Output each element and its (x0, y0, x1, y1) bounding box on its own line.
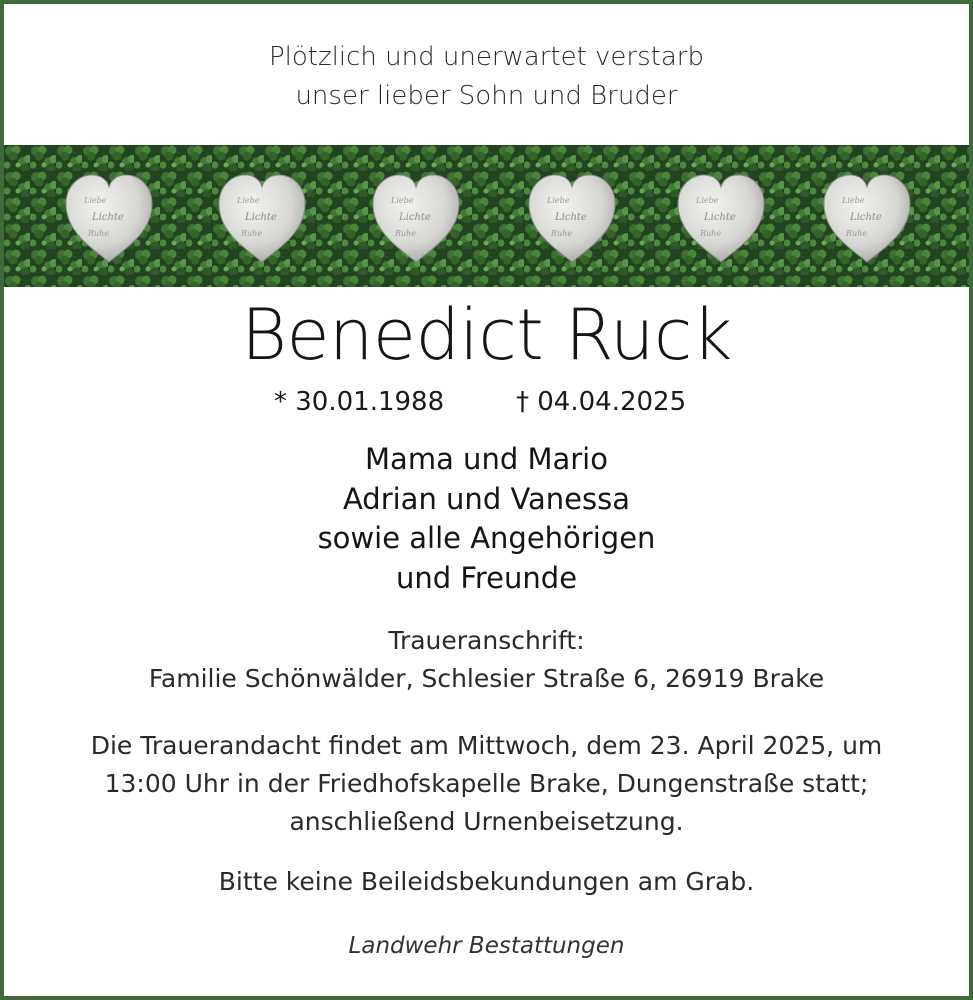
intro-line-2: unser lieber Sohn und Bruder (295, 81, 678, 111)
address-value: Familie Schönwälder, Schlesier Straße 6, 26919 Brake (148, 664, 825, 693)
intro-line-1: Plötzlich und unerwartet verstarb (269, 42, 704, 72)
service-line: Die Trauerandacht findet am Mittwoch, dem 23. April 2025, um (90, 731, 883, 760)
mourner-line: und Freunde (395, 560, 578, 595)
undertaker-name: Landwehr Bestattungen (348, 933, 625, 959)
clover-hearts-banner (4, 145, 969, 287)
mourner-line: sowie alle Angehörigen (317, 521, 656, 555)
service-line: anschließend Urnenbeisetzung. (289, 807, 684, 836)
life-dates (4, 384, 969, 420)
birth-date: * 30.01.1988 (274, 387, 445, 417)
mourner-line: Mama und Mario (365, 442, 608, 476)
address-label: Traueranschrift: (388, 626, 585, 655)
mourners-list (4, 440, 969, 598)
service-announcement (4, 727, 969, 841)
mourner-line: Adrian und Vanessa (342, 481, 631, 516)
intro-text (4, 38, 969, 116)
death-date: † 04.04.2025 (516, 387, 687, 417)
deceased-name: Benedict Ruck (241, 294, 732, 376)
condolence-request: Bitte keine Beileidsbekundungen am Grab. (218, 867, 755, 896)
mourning-address (4, 622, 969, 698)
service-line: 13:00 Uhr in der Friedhofskapelle Brake, Dungenstraße statt; (104, 769, 869, 798)
